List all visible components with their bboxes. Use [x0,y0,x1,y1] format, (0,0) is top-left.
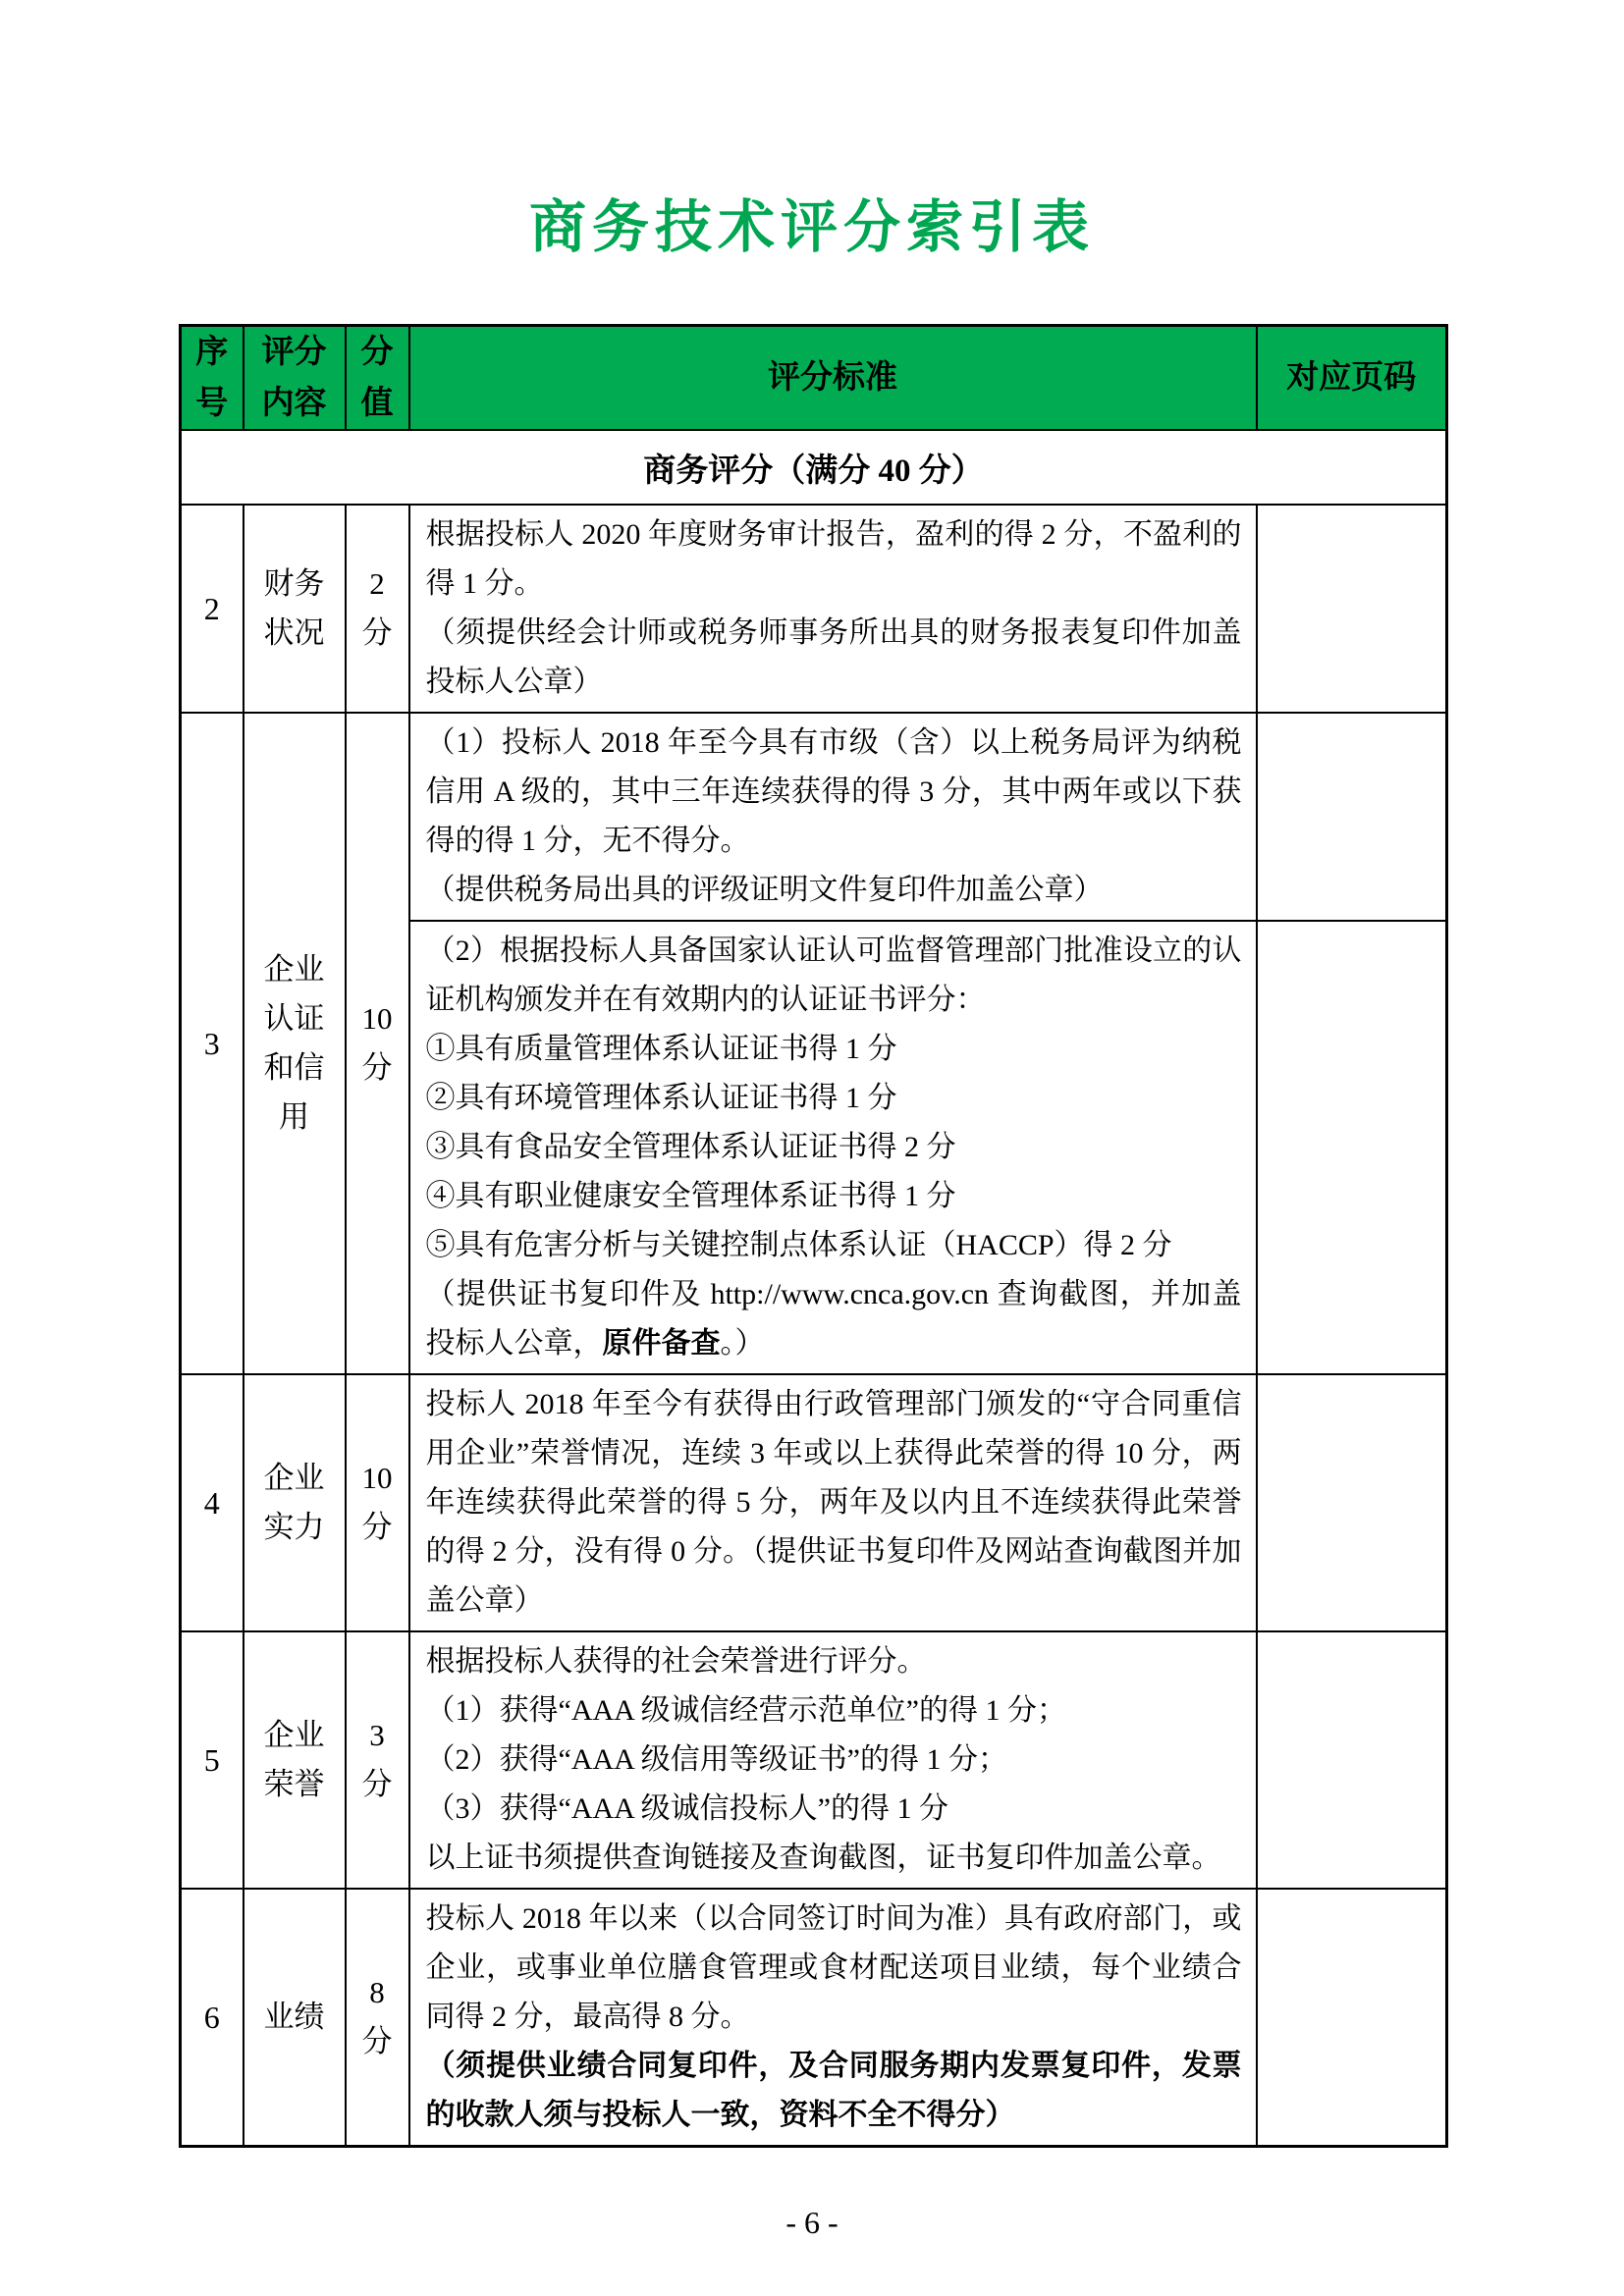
page-number: - 6 - [785,2205,839,2240]
page-ref-cell [1257,1374,1447,1631]
row-score-cell: 10 分 [346,1374,409,1631]
col-header-no: 序号 [181,326,244,431]
table-header-row [181,326,1447,431]
score-table-body [181,430,1447,2147]
row-no-cell: 6 [181,1889,244,2147]
col-header-page: 对应页码 [1257,326,1447,431]
row-no-cell: 5 [181,1631,244,1889]
table-row [181,713,1447,921]
criteria-cell: 投标人 2018 年以来（以合同签订时间为准）具有政府部门，或企业，或事业单位膳食管理或食材配送项目业绩，每个业绩合同得 2 分，最高得 8 分。 （须提供业绩合同复印件，及合同服务期内发票复印件，发票的收款人须与投标人一致，资料不全不得分） [409,1889,1257,2147]
page-ref-cell [1257,1631,1447,1889]
section-row [181,430,1447,505]
scoring-index-table [179,324,1448,2148]
table-row [181,1631,1447,1889]
criteria-cell: （1）投标人 2018 年至今具有市级（含）以上税务局评为纳税信用 A 级的，其中三年连续获得的得 3 分，其中两年或以下获得的得 1 分，无不得分。 （提供税务局出具的评级证明文件复印件加盖公章） [409,713,1257,921]
col-header-content: 评分内容 [244,326,346,431]
table-row [181,505,1447,713]
page-ref-cell [1257,505,1447,713]
row-content-cell: 业绩 [244,1889,346,2147]
row-content-cell: 企业荣誉 [244,1631,346,1889]
col-header-criteria: 评分标准 [409,326,1257,431]
page-ref-cell [1257,1889,1447,2147]
criteria-cell: （2）根据投标人具备国家认证认可监督管理部门批准设立的认证机构颁发并在有效期内的认证证书评分： ①具有质量管理体系认证证书得 1 分 ②具有环境管理体系认证证书得 1 分 ③具有食品安全管理体系认证证书得 2 分 ④具有职业健康安全管理体系证书得 1 分 ⑤具有危害分析与关键控制点体系认证（HACCP）得 2 分 （提供证书复印件及 http://www.cnca.gov.cn 查询截图，并加盖投标人公章，原件备查。） [409,921,1257,1374]
page-title: 商务技术评分索引表 [528,195,1095,259]
row-content-cell: 企业认证和信用 [244,713,346,1374]
col-header-score: 分值 [346,326,409,431]
row-no-cell: 2 [181,505,244,713]
criteria-cell: 投标人 2018 年至今有获得由行政管理部门颁发的“守合同重信用企业”荣誉情况，连续 3 年或以上获得此荣誉的得 10 分，两年连续获得此荣誉的得 5 分，两年及以内且不连续获得此荣誉的得 2 分，没有得 0 分。（提供证书复印件及网站查询截图并加盖公章） [409,1374,1257,1631]
row-score-cell: 3 分 [346,1631,409,1889]
row-no-cell: 4 [181,1374,244,1631]
criteria-cell: 根据投标人获得的社会荣誉进行评分。 （1）获得“AAA 级诚信经营示范单位”的得 1 分； （2）获得“AAA 级信用等级证书”的得 1 分； （3）获得“AAA 级诚信投标人”的得 1 分 以上证书须提供查询链接及查询截图，证书复印件加盖公章。 [409,1631,1257,1889]
table-row [181,1889,1447,2147]
page-ref-cell [1257,713,1447,921]
row-score-cell: 10 分 [346,713,409,1374]
row-content-cell: 财务状况 [244,505,346,713]
row-no-cell: 3 [181,713,244,1374]
row-score-cell: 8 分 [346,1889,409,2147]
row-content-cell: 企业实力 [244,1374,346,1631]
page-ref-cell [1257,921,1447,1374]
criteria-cell: 根据投标人 2020 年度财务审计报告，盈利的得 2 分，不盈利的得 1 分。 （须提供经会计师或税务师事务所出具的财务报表复印件加盖投标人公章） [409,505,1257,713]
table-row [181,1374,1447,1631]
row-score-cell: 2 分 [346,505,409,713]
section-title-cell: 商务评分（满分 40 分） [181,430,1447,505]
